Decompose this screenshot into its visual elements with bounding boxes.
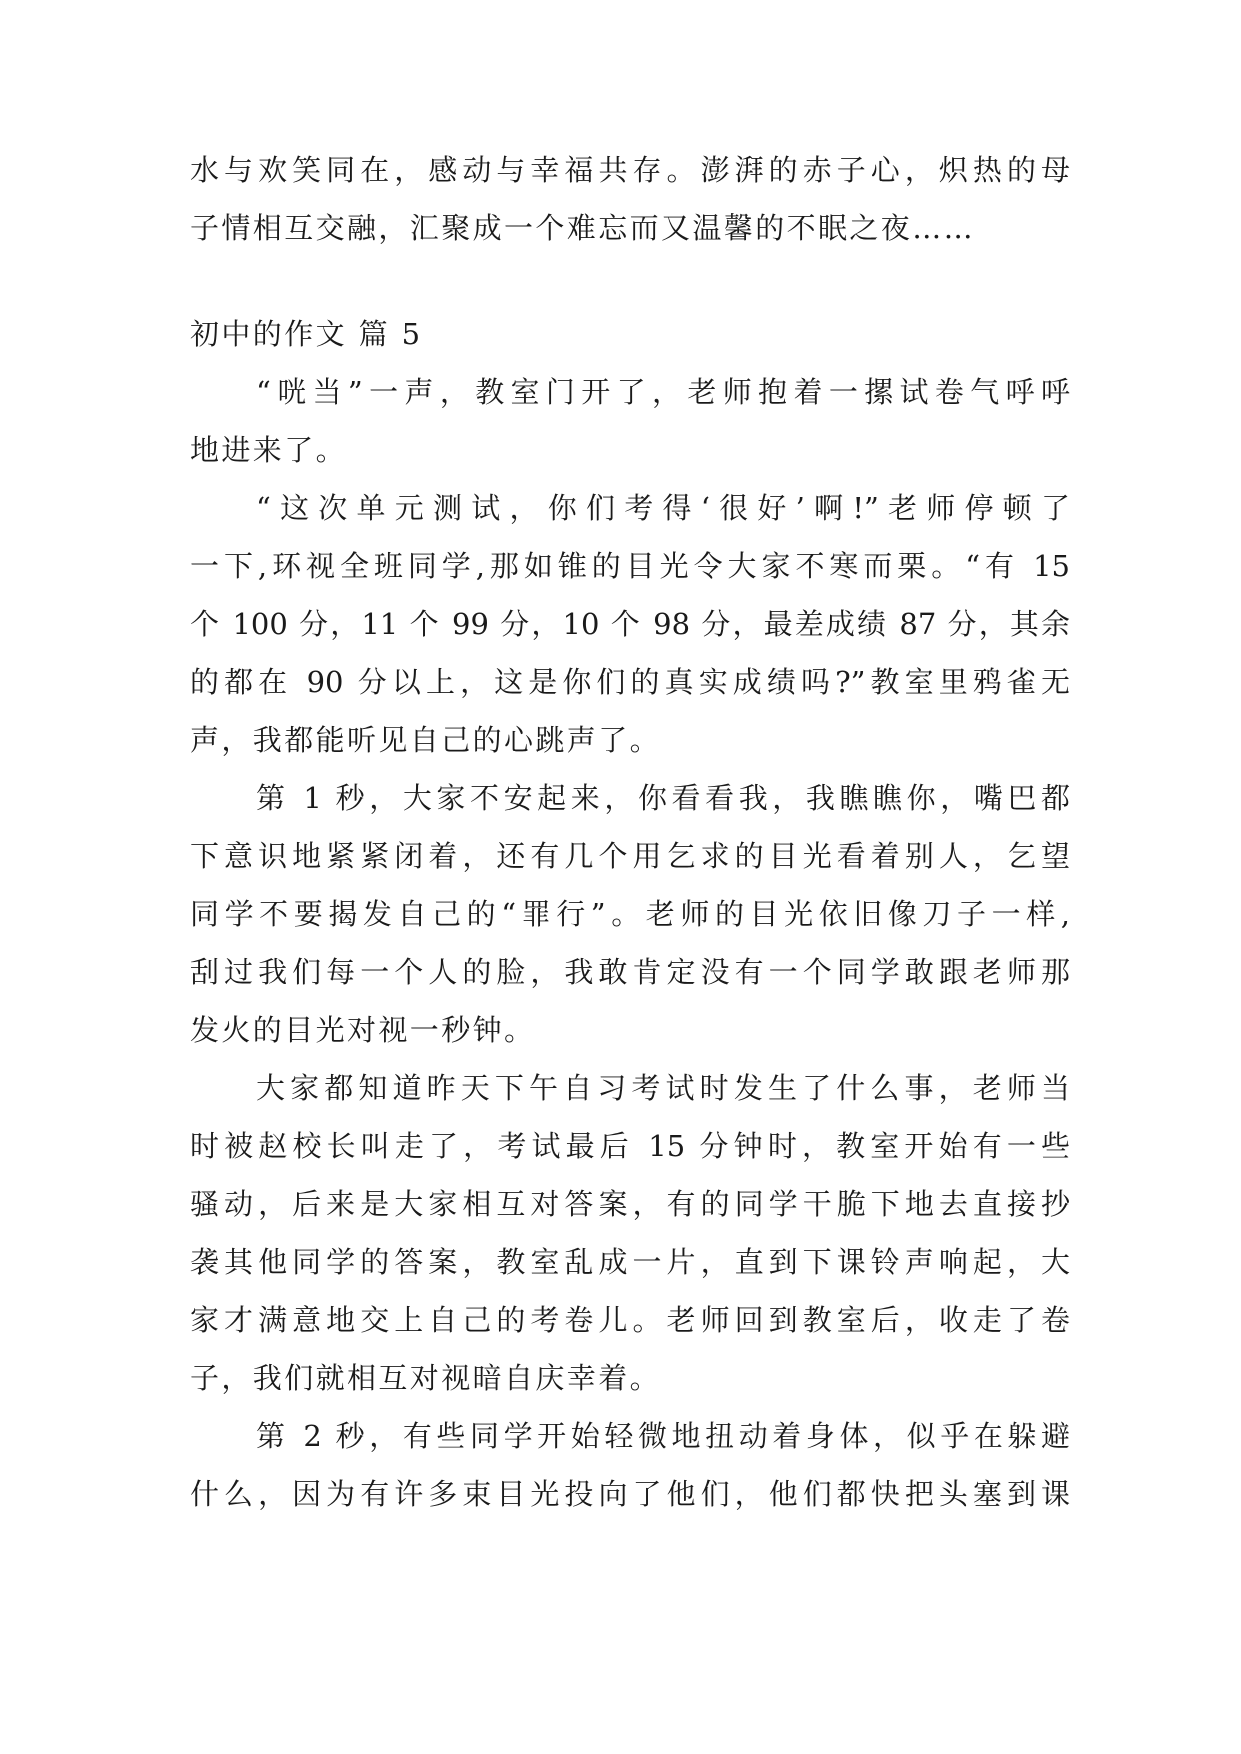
paragraph-start-line: 大家都知道昨天下午自习考试时发生了什么事，老师当 — [256, 1071, 1070, 1105]
text-line: 声，我都能听见自己的心跳声了。 — [190, 723, 662, 757]
paragraph-start-line: “这次单元测试，你们考得‘很好’啊!”老师停顿了 — [256, 491, 1070, 525]
text-line: 家才满意地交上自己的考卷儿。老师回到教室后，收走了卷 — [190, 1303, 1070, 1337]
text-line: 刮过我们每一个人的脸，我敢肯定没有一个同学敢跟老师那 — [190, 955, 1070, 989]
text-line: 袭其他同学的答案，教室乱成一片，直到下课铃声响起，大 — [190, 1245, 1070, 1279]
text-line: 子情相互交融，汇聚成一个难忘而又温馨的不眠之夜…… — [190, 211, 976, 245]
text-line: 水与欢笑同在，感动与幸福共存。澎湃的赤子心，炽热的母 — [190, 153, 1070, 187]
text-line: 发火的目光对视一秒钟。 — [190, 1013, 536, 1047]
text-line: 地进来了。 — [190, 433, 348, 467]
paragraph-start-line: 第 2 秒，有些同学开始轻微地扭动着身体，似乎在躲避 — [256, 1419, 1070, 1453]
text-line: 子，我们就相互对视暗自庆幸着。 — [190, 1361, 662, 1395]
text-line: 个 100 分，11 个 99 分，10 个 98 分，最差成绩 87 分，其余 — [190, 607, 1070, 641]
text-line: 的都在 90 分以上，这是你们的真实成绩吗?”教室里鸦雀无 — [190, 665, 1070, 699]
text-line: 什么，因为有许多束目光投向了他们，他们都快把头塞到课 — [190, 1477, 1070, 1511]
text-line: 一下,环视全班同学,那如锥的目光令大家不寒而栗。“有 15 — [190, 549, 1070, 583]
paragraph-start-line: “咣当”一声，教室门开了，老师抱着一摞试卷气呼呼 — [256, 375, 1070, 409]
paragraph-start-line: 第 1 秒，大家不安起来，你看看我，我瞧瞧你，嘴巴都 — [256, 781, 1070, 815]
text-line: 骚动，后来是大家相互对答案，有的同学干脆下地去直接抄 — [190, 1187, 1070, 1221]
text-line: 下意识地紧紧闭着，还有几个用乞求的目光看着别人，乞望 — [190, 839, 1070, 873]
section-title: 初中的作文 篇 5 — [190, 317, 423, 351]
text-line: 时被赵校长叫走了，考试最后 15 分钟时，教室开始有一些 — [190, 1129, 1070, 1163]
text-line: 同学不要揭发自己的“罪行”。老师的目光依旧像刀子一样, — [190, 897, 1070, 931]
